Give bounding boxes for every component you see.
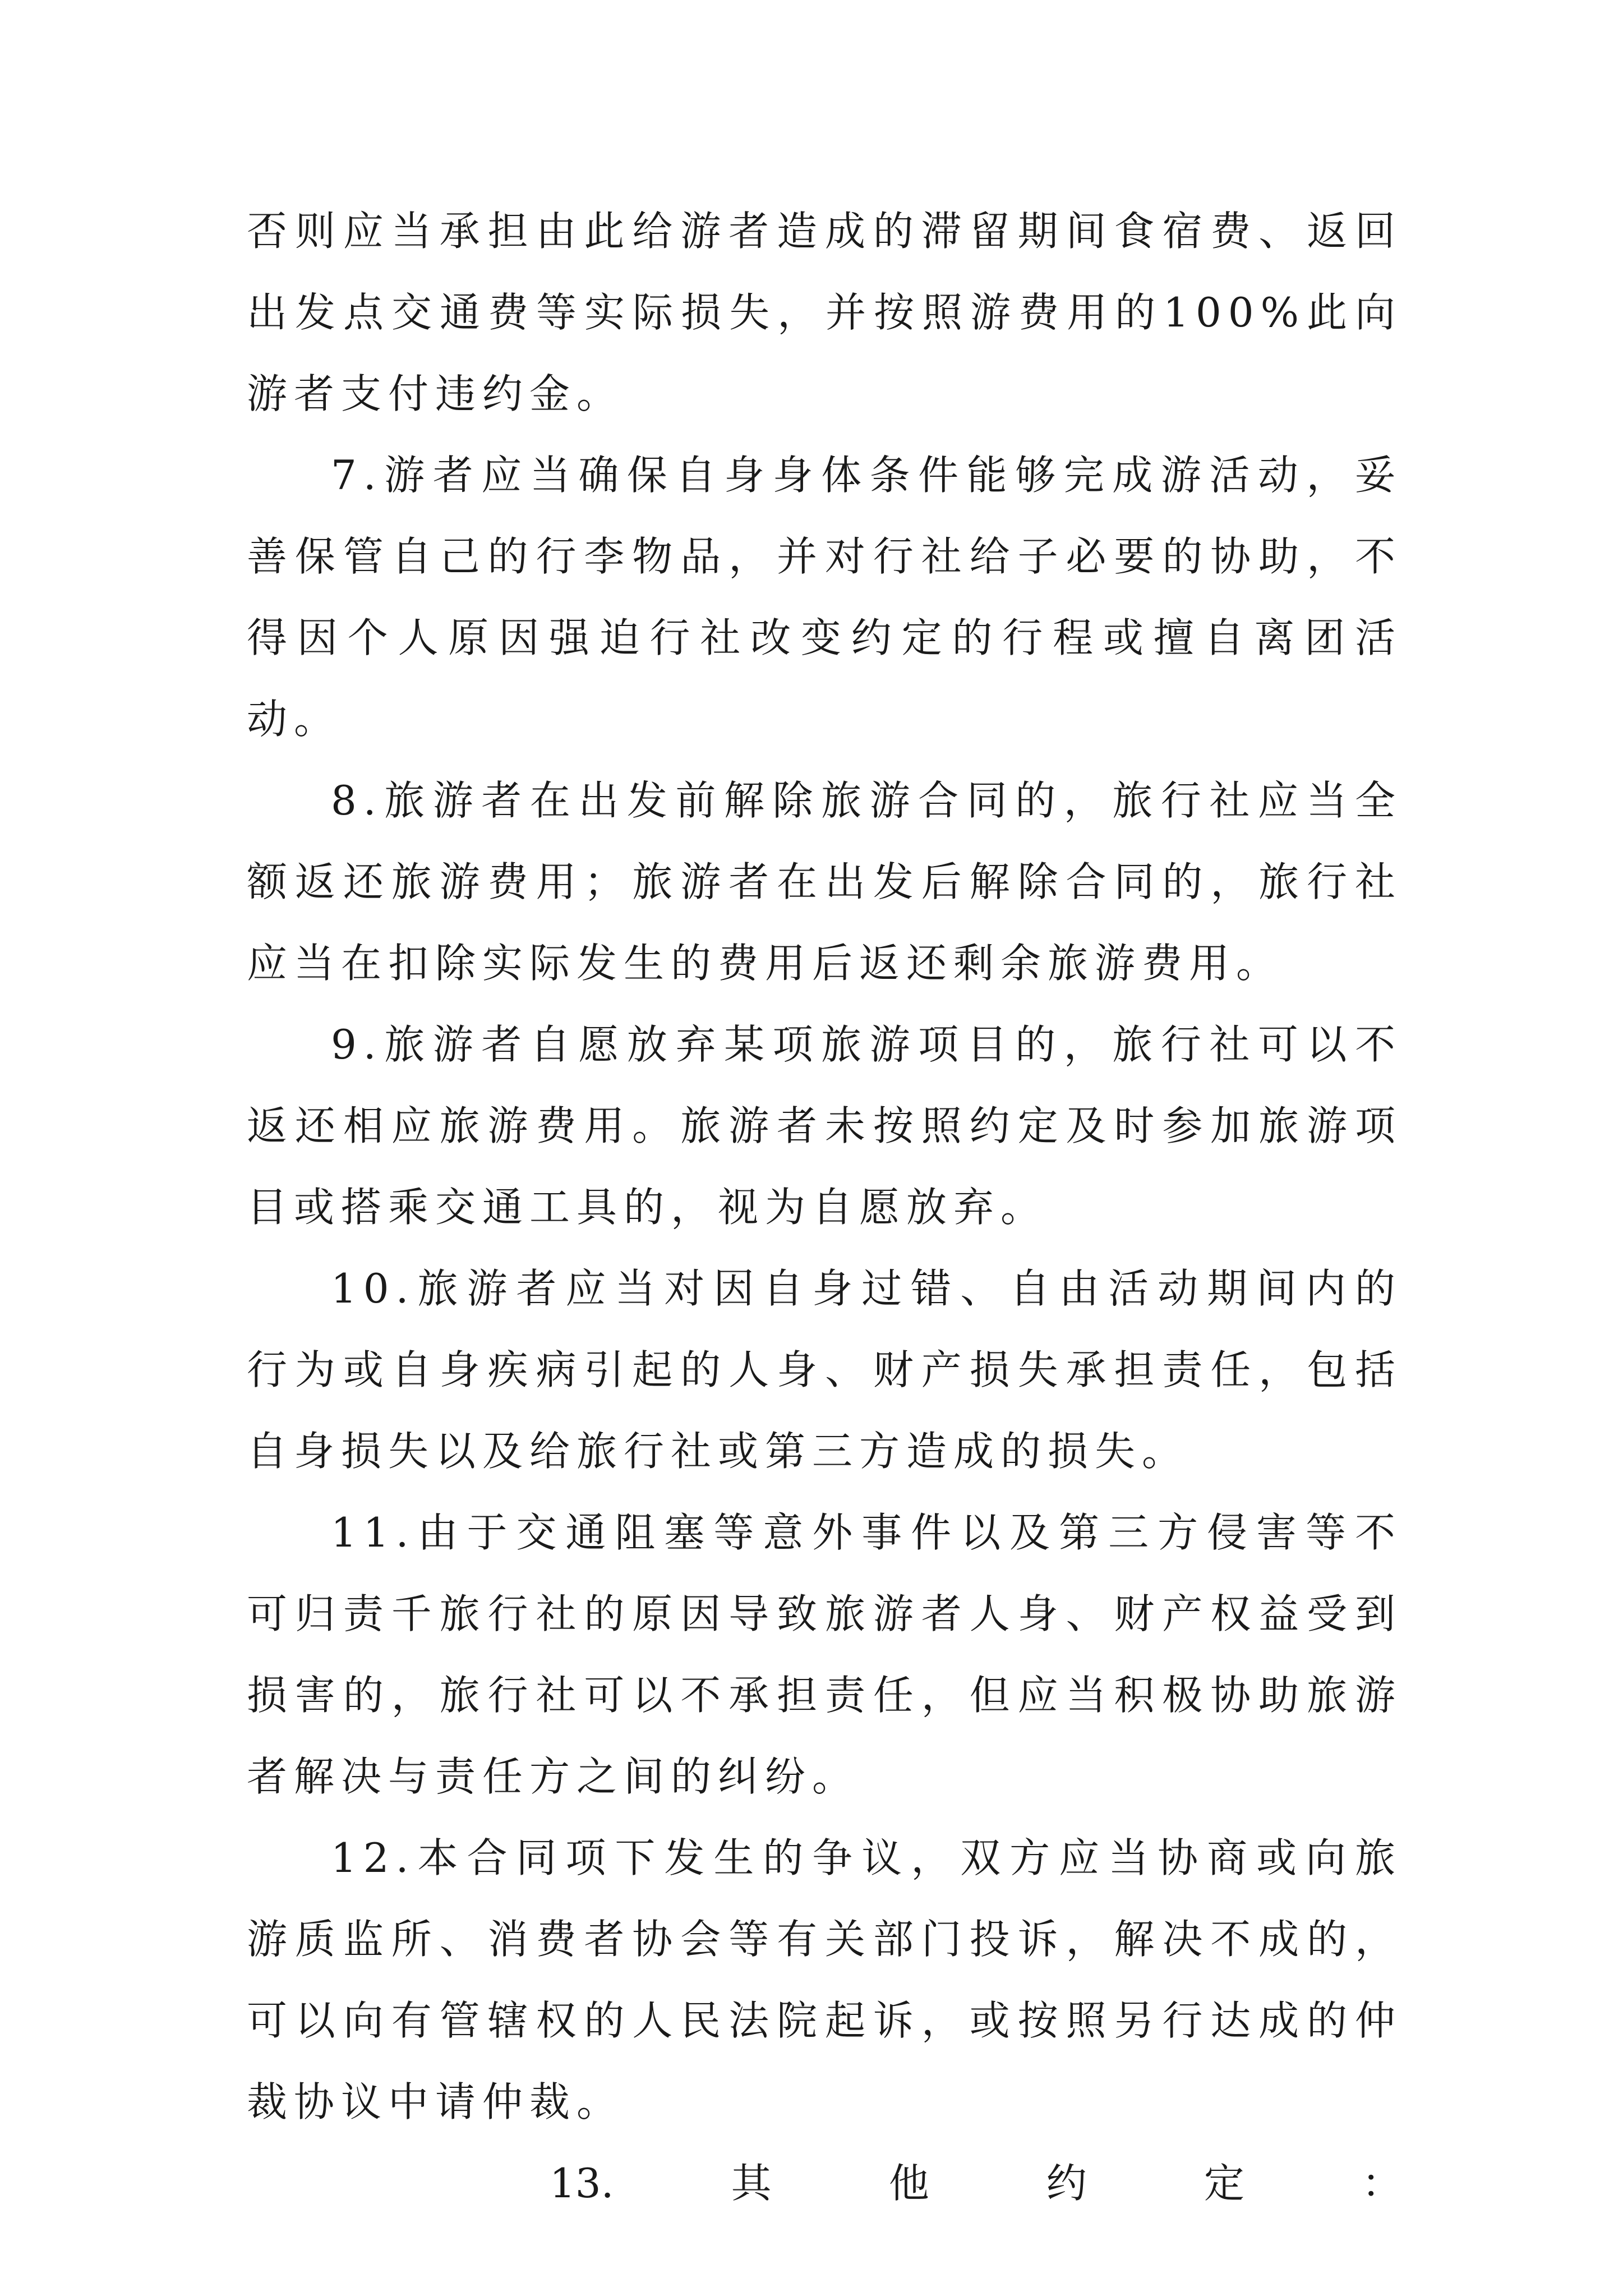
- clause-number: 13.: [550, 2160, 614, 2207]
- clause-char: 其: [731, 2160, 772, 2207]
- paragraph-11: 11.由于交通阻塞等意外事件以及第三方侵害等不可归责千旅行社的原因导致旅游者人身、财产权益受到损害的，旅行社可以不承担责任，但应当积极协助旅游者解决与责任方之间的纠纷。: [247, 1509, 1402, 1800]
- clause-char: 定: [1204, 2160, 1244, 2207]
- clause-colon: ：: [1361, 2160, 1402, 2207]
- paragraph-6-continued: 否则应当承担由此给游者造成的滞留期间食宿费、返回出发点交通费等实际损失，并按照游费用的100%此向游者支付违约金。: [247, 208, 1402, 417]
- clause-char: 约: [1046, 2160, 1087, 2207]
- paragraph-9: 9.旅游者自愿放弃某项旅游项目的，旅行社可以不返还相应旅游费用。旅游者未按照约定及时参加旅游项目或搭乘交通工具的，视为自愿放弃。: [247, 1021, 1402, 1231]
- document-body: [247, 191, 1402, 2224]
- paragraph-13-other-terms: [247, 2143, 1402, 2224]
- paragraph-12: 12.本合同项下发生的争议，双方应当协商或向旅游质监所、消费者协会等有关部门投诉，解决不成的，可以向有管辖权的人民法院起诉，或按照另行达成的仲裁协议中请仲裁。: [247, 1834, 1402, 2125]
- paragraph-7: 7.游者应当确保自身身体条件能够完成游活动，妥善保管自己的行李物品，并对行社给子必要的协助，不得因个人原因强迫行社改变约定的行程或擅自离团活动。: [247, 452, 1402, 743]
- clause-char: 他: [888, 2160, 929, 2207]
- paragraph-10: 10.旅游者应当对因自身过错、自由活动期间内的行为或自身疾病引起的人身、财产损失承担责任，包括自身损失以及给旅行社或第三方造成的损失。: [247, 1265, 1402, 1475]
- paragraph-8: 8.旅游者在出发前解除旅游合同的，旅行社应当全额返还旅游费用；旅游者在出发后解除合同的，旅行社应当在扣除实际发生的费用后返还剩余旅游费用。: [247, 777, 1402, 987]
